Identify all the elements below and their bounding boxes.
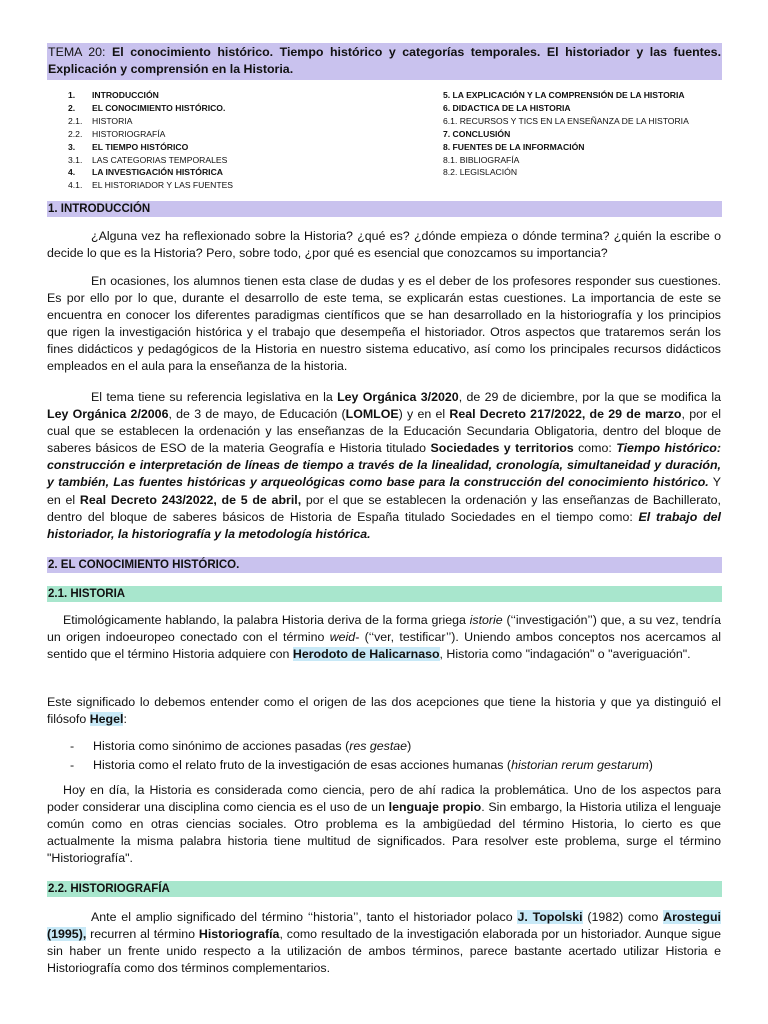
toc-item: 6.1. RECURSOS Y TICS EN LA ENSEÑANZA DE LA HISTORIA — [443, 115, 689, 126]
toc-item: 3.1. LAS CATEGORIAS TEMPORALES — [68, 154, 228, 165]
toc-item: 8.1. BIBLIOGRAFÍA — [443, 154, 520, 165]
paragraph-historiografia: Ante el amplio significado del término ‘‘historia’’, tanto el historiador polaco J. Topolski (1982) como Arostegui (1995), recurren al término Historiografía, como resultado de la investigación elaborada por un historiador. Aunque sigue sin haber un frente unido respecto a la utilización de ambos términos, parece bastante acertado utilizar Historia e Historiografía como dos términos complementarios. — [47, 910, 721, 976]
section-heading-conocimiento-historico: 2. EL CONOCIMIENTO HISTÓRICO. — [47, 557, 722, 573]
title-text: El conocimiento histórico. Tiempo histórico y categorías temporales. El historiador y las fuentes. Explicación y comprensión en la Historia. — [48, 45, 722, 76]
toc-item: 1. INTRODUCCIÓN — [68, 90, 159, 100]
toc-item: 4. LA INVESTIGACIÓN HISTÓRICA — [68, 167, 223, 178]
toc-item: 2. EL CONOCIMIENTO HISTÓRICO. — [68, 102, 226, 113]
section-heading-historiografia: 2.2. HISTORIOGRAFÍA — [47, 881, 722, 897]
list-item: - Historia como el relato fruto de la investigación de esas acciones humanas (historian rerum gestarum) — [70, 758, 653, 772]
section-heading-historia: 2.1. HISTORIA — [47, 586, 722, 602]
paragraph-intro-context: En ocasiones, los alumnos tienen esta clase de dudas y es el deber de los profesores responder sus cuestiones. Es por ello por lo que, durante el desarrollo de este tema, se explicarán estas cuestiones. La importancia de este se encuentra en conocer los diferentes paradigmas científicos que se han desarrollado en la historiografía y los principios que rigen la investigación histórica y el trabajo que desempeña el historiador. Otros aspectos que trataremos serán los fines didácticos y pedagógicos de la Historia en nuestro sistema educativo, así como los principales recursos didácticos empleados en el aula para la enseñanza de la historia. — [47, 274, 721, 374]
toc-item: 7. CONCLUSIÓN — [443, 128, 511, 139]
toc-item: 8. FUENTES DE LA INFORMACIÓN — [443, 141, 585, 152]
toc-item: 2.1. HISTORIA — [68, 115, 133, 126]
toc-right-column — [443, 89, 743, 179]
paragraph-etymology: Etimológicamente hablando, la palabra Historia deriva de la forma griega istorie (‘‘investigación’’) que, a su vez, tendría un origen indoeuropeo conectado con el término weid- (‘‘ver, testificar’’). Uniendo ambos conceptos nos acercamos al sentido que el término Historia adquiere con Herodoto de Halicarnaso, Historia como "indagación" o "averiguación". — [47, 613, 722, 662]
paragraph-historia-ciencia: Hoy en día, la Historia es considerada como ciencia, pero de ahí radica la problemática. Uno de los aspectos para poder considerar una disciplina como ciencia es el uso de un lenguaje propio. Sin embargo, la Historia utiliza el lenguaje común como en otras ciencias sociales. Otro problema es la ambigüedad del término Historia, lo cierto es que actualmente la misma palabra historia tiene multitud de significados. Para resolver este problema, surge el término "Historiografía". — [47, 783, 721, 866]
toc-item: 3. EL TIEMPO HISTÓRICO — [68, 141, 189, 152]
toc-item: 8.2. LEGISLACIÓN — [443, 167, 518, 178]
paragraph-hegel: Este significado lo debemos entender como el origen de las dos acepciones que tiene la historia y que ya distinguió el filósofo Hegel: — [47, 695, 721, 727]
toc-item: 2.2. HISTORIOGRAFÍA — [68, 128, 166, 139]
toc-item: 4.1. EL HISTORIADOR Y LAS FUENTES — [68, 180, 234, 191]
list-item: - Historia como sinónimo de acciones pasadas (res gestae) — [70, 739, 412, 753]
title-lead: TEMA 20: — [48, 45, 106, 59]
section-heading-introduccion: 1. INTRODUCCIÓN — [47, 201, 722, 217]
paragraph-legislation: El tema tiene su referencia legislativa en la Ley Orgánica 3/2020, de 29 de diciembre, por la que se modifica la Ley Orgánica 2/2006, de 3 de mayo, de Educación (LOMLOE) y en el Real Decreto 217/2022, de 29 de marzo, por el cual que se establecen la ordenación y las enseñanzas de la Educación Secundaria Obligatoria, dentro del bloque de saberes básicos de ESO de la materia Geografía e Historia titulado Sociedades y territorios como: Tiempo histórico: construcción e interpretación de líneas de tiempo a través de la linealidad, cronología, simultaneidad y duración, y también, Las fuentes históricas y arqueológicas como base para la construcción del conocimiento histórico. Y en el Real Decreto 243/2022, de 5 de abril, por el que se establecen la ordenación y las enseñanzas de Bachillerato, dentro del bloque de saberes básicos de Historia de España titulado Sociedades en el tiempo como: El trabajo del historiador, la historiografía y la metodología histórica. — [47, 390, 722, 541]
toc-left-column — [68, 89, 428, 192]
toc-item: 6. DIDACTICA DE LA HISTORIA — [443, 102, 571, 113]
paragraph-intro-questions: ¿Alguna vez ha reflexionado sobre la Historia? ¿qué es? ¿dónde empieza o dónde termina? ¿quién la escribe o decide lo que es la Historia? Pero, sobre todo, ¿por qué es esencial que conozcamos su importancia? — [47, 229, 721, 261]
toc-item: 5. LA EXPLICACIÓN Y LA COMPRENSIÓN DE LA HISTORIA — [443, 90, 685, 100]
bullet-list-acepciones — [70, 737, 720, 775]
document-title — [47, 43, 722, 80]
